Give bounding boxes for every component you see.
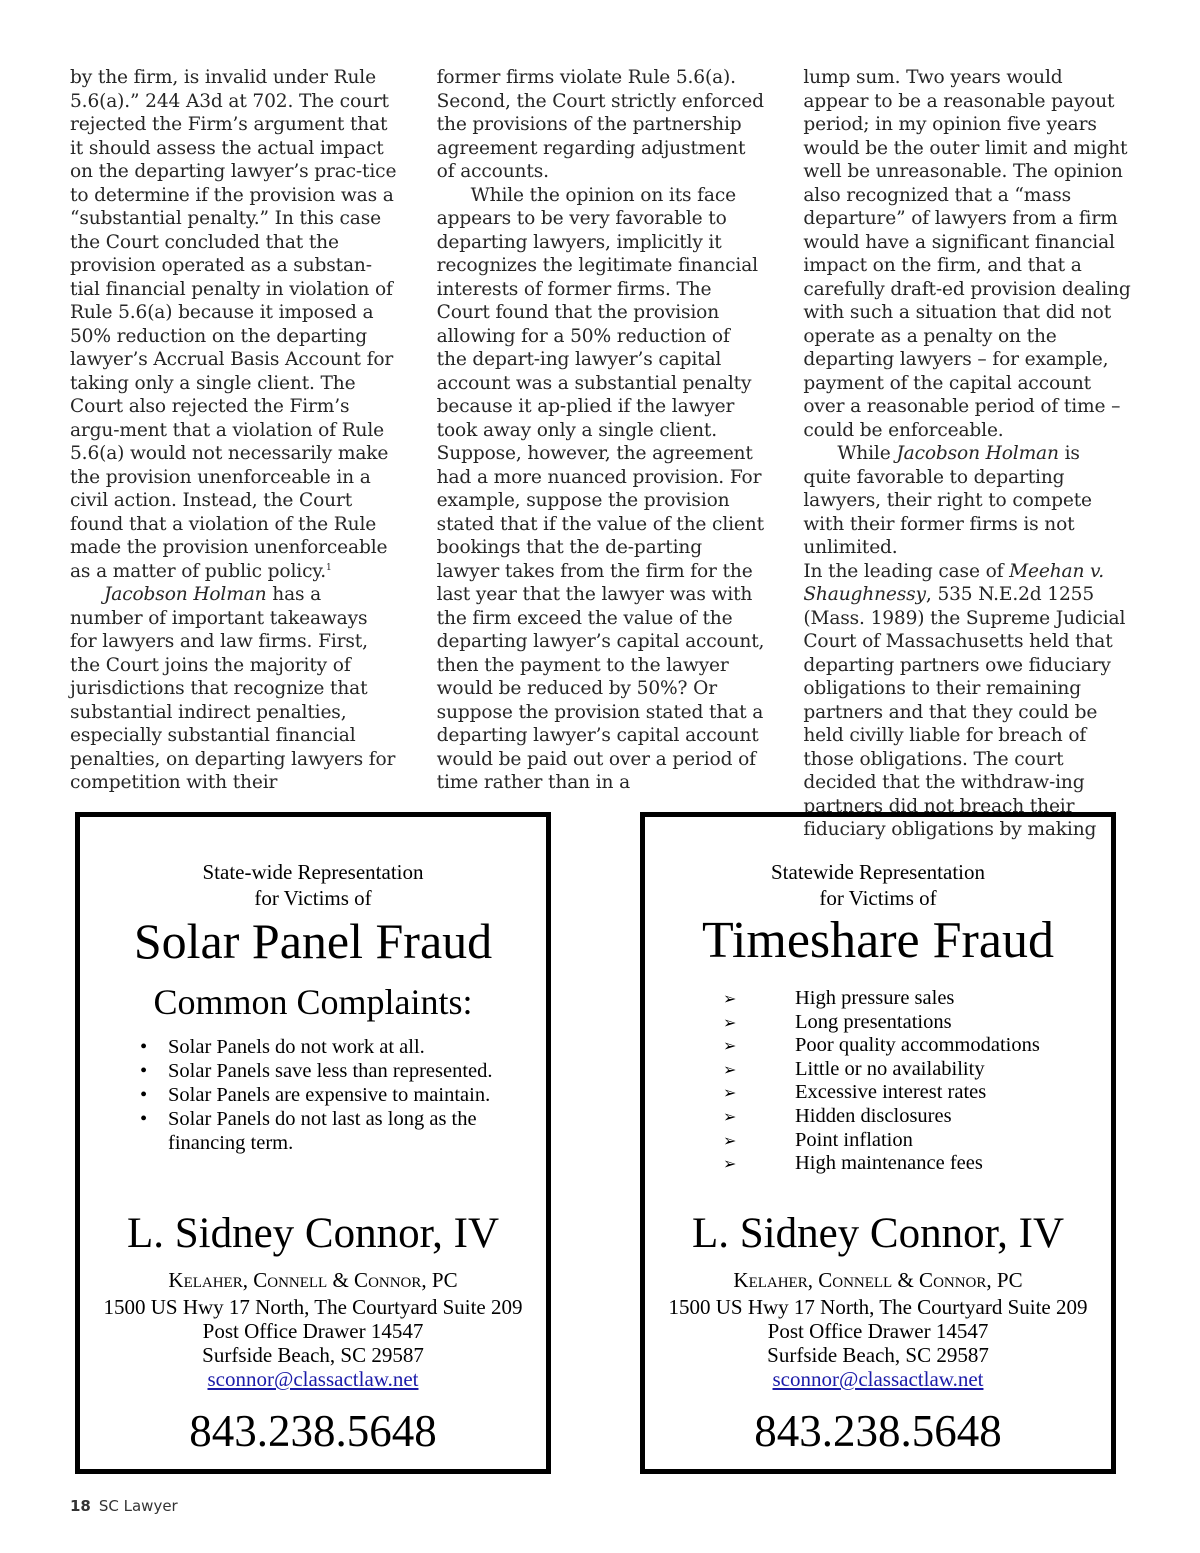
list-item: ➢ Excessive interest rates: [723, 1081, 987, 1104]
firm-name: Kelaher, Connell & Connor, PC: [733, 1268, 1023, 1292]
case-name: Meehan v. Shaughnessy: [803, 560, 1104, 605]
attorney-name: L. Sidney Connor, IV: [691, 1210, 1065, 1257]
paragraph: While Jacobson Holman is quite favorable to departing lawyers, their right to compete with their former firms is not unlimited.: [803, 443, 1092, 558]
bullet-icon: •: [140, 1036, 148, 1058]
list-item: ➢ High pressure sales: [723, 987, 955, 1009]
email-row: [80, 1367, 546, 1391]
address-line: Post Office Drawer 14547: [202, 1319, 424, 1343]
email-row: [645, 1367, 1111, 1391]
list-item: • Solar Panels do not last as long as the financing term.: [140, 1108, 477, 1154]
arrow-bullet-icon: ➢: [723, 1083, 737, 1103]
footnote-marker: 1: [325, 562, 332, 573]
article-body: [70, 66, 1132, 840]
email-link[interactable]: sconnor@classactlaw.net: [207, 1367, 419, 1391]
arrow-bullet-icon: ➢: [723, 1154, 737, 1174]
page-footer: [70, 1497, 178, 1515]
address-line: Surfside Beach, SC 29587: [202, 1343, 424, 1367]
paragraph: While the opinion on its face appears to be very favorable to departing lawyers, implicitly it recognizes the legitimate financial interests of former firms. The Court found that the provision allowing for a 50% reduction of the depart-ing lawyer’s capital account was a substantial penalty because it ap-plied if the lawyer took away only a single client. Suppose, however, the agreement had a more nuanced provision. For example, suppose the provision stated that if the value of the client bookings that the de-parting lawyer takes from the firm for the last year that the lawyer was with the firm exceed the value of the departing lawyer’s capital account, then the payment to the lawyer would be reduced by 50%? Or suppose the provision stated that a departing lawyer’s capital account would be paid out over a period of time rather than in a: [436, 184, 765, 793]
paragraph: In the leading case of Meehan v. Shaughnessy, 535 N.E.2d 1255 (Mass. 1989) the Supreme Judicial Court of Massachusetts held that departing partners owe fiduciary obligations to their remaining partners and that they could be held civilly liable for breach of those obligations. The court decided that the withdraw-ing partners did not breach their fiduciary obligations by making: [803, 560, 1126, 840]
paragraph: lump sum. Two years would appear to be a reasonable payout period; in my opinion five years would be the outer limit and might well be unreasonable. The opinion also recognized that a “mass departure” of lawyers from a firm would have a significant financial impact on the firm, and that a carefully draft-ed provision dealing with such a situation that did not operate as a penalty on the departing lawyers – for example, payment of the capital account over a reasonable period of time – could be enforceable.: [803, 67, 1131, 441]
bullet-icon: •: [140, 1108, 148, 1130]
publication-name: SC Lawyer: [98, 1497, 178, 1515]
list-item: • Solar Panels are expensive to maintain.: [140, 1084, 491, 1106]
list-item: • Solar Panels save less than represented.: [140, 1060, 493, 1082]
arrow-bullet-icon: ➢: [723, 1036, 737, 1056]
complaints-list: [723, 987, 1103, 1176]
phone-number: 843.238.5648: [189, 1406, 437, 1456]
paragraph: former firms violate Rule 5.6(a). Second, the Court strictly enforced the provisions of the partnership agreement regarding adjustment of accounts.: [436, 67, 764, 182]
list-item: ➢ Hidden disclosures: [723, 1104, 952, 1127]
ad-title: Solar Panel Fraud: [133, 913, 493, 969]
arrow-bullet-icon: ➢: [723, 1059, 737, 1079]
list-item: • Solar Panels do not work at all.: [140, 1036, 425, 1058]
paragraph: by the firm, is invalid under Rule 5.6(a).” 244 A3d at 702. The court rejected the Firm’s argument that it should assess the actual impact on the departing lawyer’s prac-tice to determine if the provision was a “substantial penalty.” In this case the Court concluded that the provision operated as a substan-tial financial penalty in violation of Rule 5.6(a) because it imposed a 50% reduction on the departing lawyer’s Accrual Basis Account for taking only a single client. The Court also rejected the Firm’s argu-ment that a violation of Rule 5.6(a) would not necessarily make the provision unenforceable in a civil action. Instead, the Court found that a violation of the Rule made the provision unenforceable as a matter of public policy.$^1$: [70, 67, 397, 582]
ad-title: Timeshare Fraud: [702, 912, 1054, 969]
article-column-1: [70, 66, 399, 793]
article-column-2: [436, 66, 766, 793]
arrow-bullet-icon: ➢: [723, 1012, 737, 1032]
bullet-icon: •: [140, 1084, 148, 1106]
arrow-bullet-icon: ➢: [723, 1130, 737, 1150]
complaints-list: [136, 1035, 536, 1155]
address-line: 1500 US Hwy 17 North, The Courtyard Suite 209: [668, 1295, 1088, 1319]
arrow-bullet-icon: ➢: [723, 1106, 737, 1126]
paragraph: Jacobson Holman has a number of important takeaways for lawyers and law firms. First, the Court joins the majority of jurisdictions that recognize that substantial indirect penalties, especially substantial financial penalties, on departing lawyers for competition with their: [70, 584, 396, 793]
bullet-icon: •: [140, 1060, 148, 1082]
email-link[interactable]: sconnor@classactlaw.net: [772, 1367, 984, 1391]
list-item: ➢ Point inflation: [723, 1128, 913, 1151]
solar-panel-fraud-ad: [75, 812, 551, 1474]
list-item: ➢ Poor quality accommodations: [723, 1034, 1040, 1057]
address-line: 1500 US Hwy 17 North, The Courtyard Suite 209: [103, 1295, 523, 1319]
list-item: ➢ Little or no availability: [723, 1057, 985, 1080]
arrow-bullet-icon: ➢: [723, 989, 737, 1008]
timeshare-fraud-ad: [640, 812, 1116, 1474]
ad-subtitle: Common Complaints:: [153, 982, 473, 1022]
phone-number: 843.238.5648: [754, 1406, 1002, 1456]
address-line: Post Office Drawer 14547: [767, 1319, 989, 1343]
ad-intro: Statewide Representation for Victims of: [770, 860, 986, 910]
list-item: ➢ High maintenance fees: [723, 1152, 983, 1175]
case-name: Jacobson Holman: [104, 584, 267, 605]
firm-name: Kelaher, Connell & Connor, PC: [168, 1268, 458, 1292]
case-name: Jacobson Holman: [896, 443, 1059, 464]
page-number: 18: [70, 1497, 91, 1515]
attorney-name: L. Sidney Connor, IV: [126, 1210, 500, 1257]
ad-intro: State-wide Representation for Victims of: [202, 860, 424, 910]
list-item: ➢ Long presentations: [723, 1010, 952, 1033]
article-column-3: [803, 66, 1132, 840]
address-line: Surfside Beach, SC 29587: [767, 1343, 989, 1367]
